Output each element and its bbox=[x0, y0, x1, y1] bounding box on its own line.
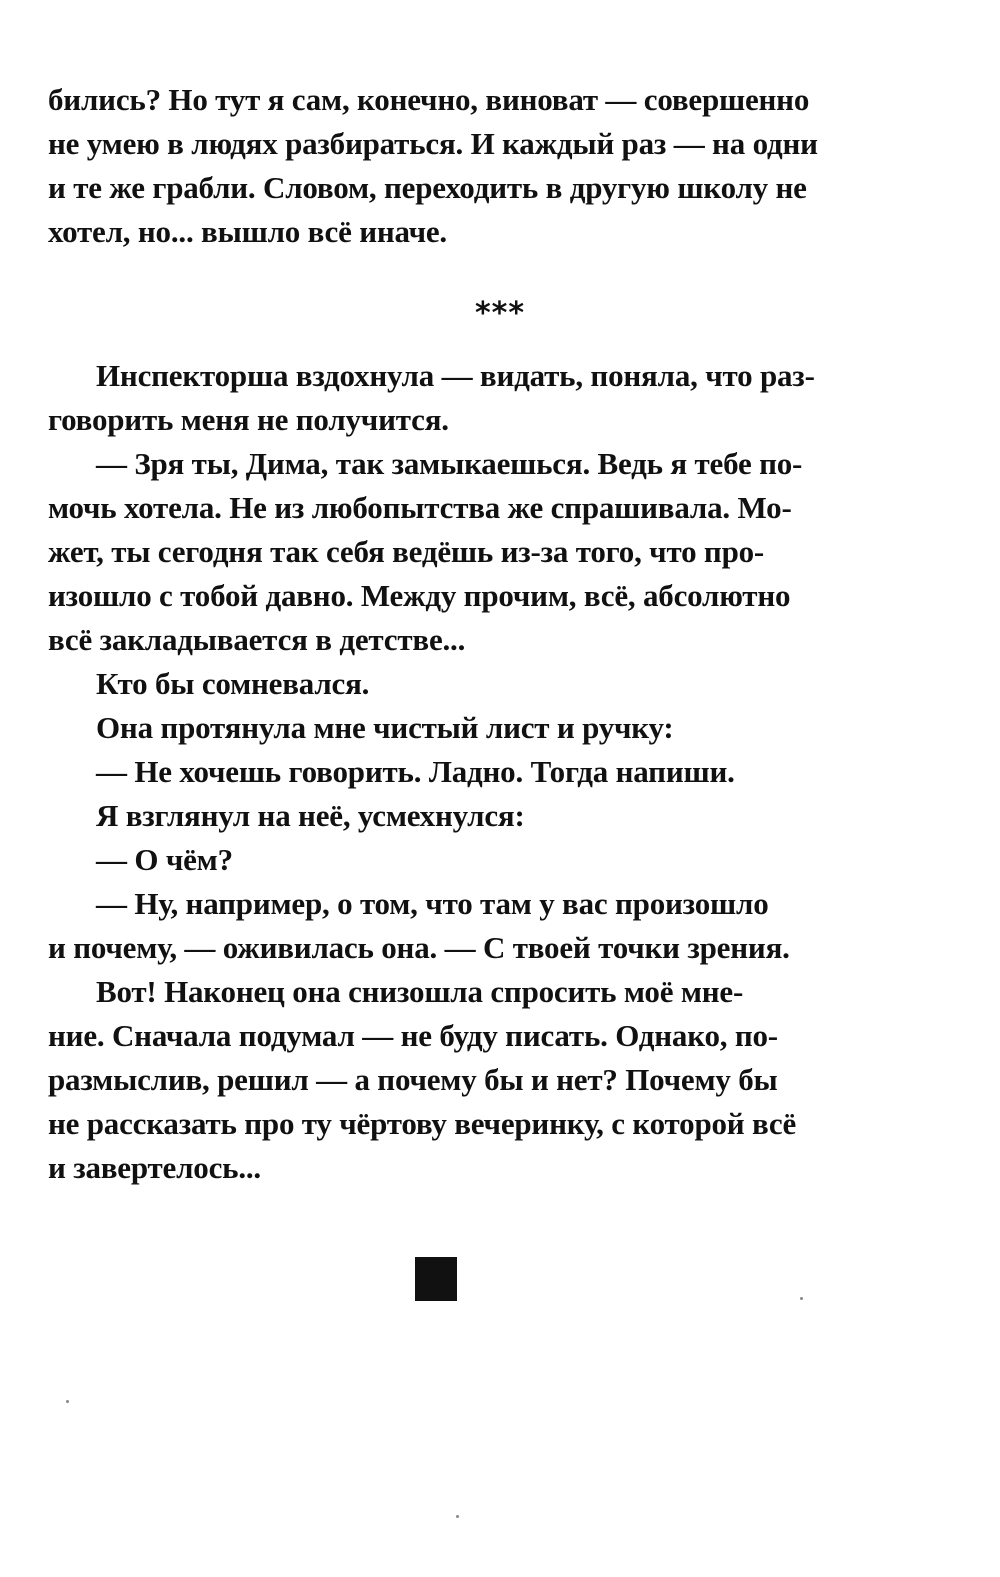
text-line: не рассказать про ту чёртову вечеринку, с которой всё bbox=[48, 1106, 797, 1141]
paragraph bbox=[48, 750, 870, 794]
text-line: и почему, — оживилась она. — С твоей точки зрения. bbox=[48, 930, 790, 965]
paragraph bbox=[48, 882, 870, 970]
text-line: Она протянула мне чистый лист и ручку: bbox=[96, 710, 674, 745]
text-line: ние. Сначала подумал — не буду писать. Однако, по- bbox=[48, 1018, 778, 1053]
text-line: Кто бы сомневался. bbox=[96, 666, 370, 701]
text-line: и те же грабли. Словом, переходить в другую школу не bbox=[48, 170, 807, 205]
text-line: не умею в людях разбираться. И каждый раз — на одни bbox=[48, 126, 818, 161]
text-line: бились? Но тут я сам, конечно, виноват — совершенно bbox=[48, 82, 810, 117]
text-line: всё закладывается в детстве... bbox=[48, 622, 466, 657]
text-line: Вот! Наконец она снизошла спросить моё мне- bbox=[96, 974, 744, 1009]
top-paragraph bbox=[48, 78, 870, 254]
paragraph bbox=[48, 794, 870, 838]
text-line: жет, ты сегодня так себя ведёшь из-за того, что про- bbox=[48, 534, 765, 569]
text-line: Я взглянул на неё, усмехнулся: bbox=[96, 798, 525, 833]
paragraph bbox=[48, 442, 870, 662]
print-speck bbox=[456, 1515, 459, 1518]
print-speck bbox=[800, 1297, 803, 1300]
paragraph bbox=[48, 662, 870, 706]
text-line: — Зря ты, Дима, так замыкаешься. Ведь я тебе по- bbox=[96, 446, 803, 481]
paragraph bbox=[48, 706, 870, 750]
text-line: — Ну, например, о том, что там у вас произошло bbox=[96, 886, 769, 921]
end-of-chapter-square bbox=[415, 1257, 457, 1301]
text-line: изошло с тобой давно. Между прочим, всё, абсолютно bbox=[48, 578, 791, 613]
section-separator: *** bbox=[474, 296, 526, 331]
paragraph bbox=[48, 970, 870, 1190]
paragraph bbox=[48, 838, 870, 882]
text-line: размыслив, решил — а почему бы и нет? Почему бы bbox=[48, 1062, 778, 1097]
text-line: говорить меня не получится. bbox=[48, 402, 449, 437]
text-line: — Не хочешь говорить. Ладно. Тогда напиши. bbox=[96, 754, 735, 789]
main-text bbox=[48, 354, 870, 1190]
paragraph bbox=[48, 354, 870, 442]
text-line: хотел, но... вышло всё иначе. bbox=[48, 214, 447, 249]
print-speck bbox=[66, 1400, 69, 1403]
text-line: мочь хотела. Не из любопытства же спрашивала. Мо- bbox=[48, 490, 792, 525]
text-line: и завертелось... bbox=[48, 1150, 261, 1185]
text-line: — О чём? bbox=[96, 842, 233, 877]
text-line: Инспекторша вздохнула — видать, поняла, что раз- bbox=[96, 358, 815, 393]
